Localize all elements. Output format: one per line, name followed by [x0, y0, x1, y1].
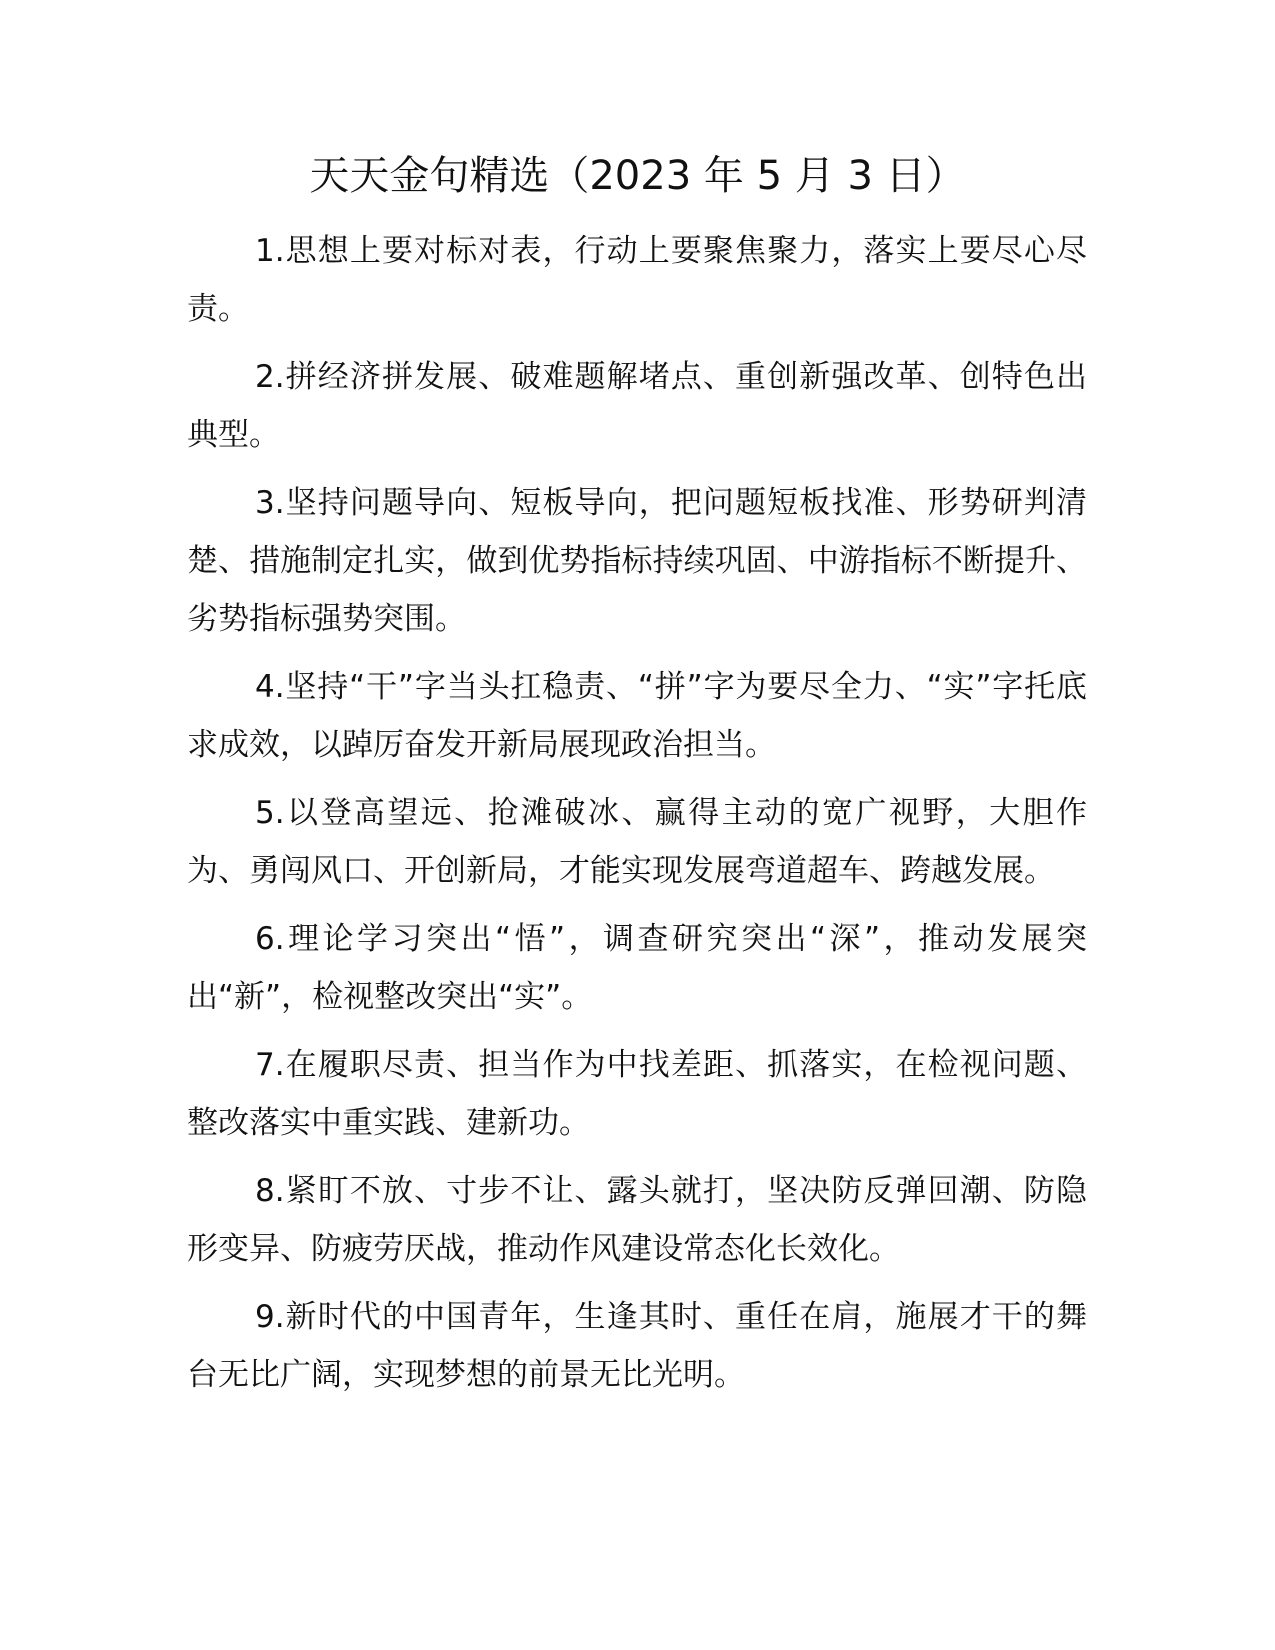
quote-item-6: 6.理论学习突出“悟”，调查研究突出“深”，推动发展突出“新”，检视整改突出“实”。: [187, 921, 1087, 1015]
page-title: 天天金句精选（2023 年 5 月 3 日）: [309, 153, 966, 199]
quote-item-7: 7.在履职尽责、担当作为中找差距、抓落实，在检视问题、整改落实中重实践、建新功。: [187, 1047, 1087, 1141]
quote-item-5: 5.以登高望远、抢滩破冰、赢得主动的宽广视野，大胆作为、勇闯风口、开创新局，才能实现发展弯道超车、跨越发展。: [187, 795, 1087, 889]
quote-item-3: 3.坚持问题导向、短板导向，把问题短板找准、形势研判清楚、措施制定扎实，做到优势指标持续巩固、中游指标不断提升、劣势指标强势突围。: [187, 485, 1087, 637]
quote-item-4: 4.坚持“干”字当头扛稳责、“拼”字为要尽全力、“实”字托底求成效，以踔厉奋发开新局展现政治担当。: [187, 669, 1087, 763]
quote-list: [187, 222, 1087, 1414]
quote-item-1: 1.思想上要对标对表，行动上要聚焦聚力，落实上要尽心尽责。: [187, 233, 1087, 327]
quote-item-2: 2.拼经济拼发展、破难题解堵点、重创新强改革、创特色出典型。: [187, 359, 1087, 453]
quote-item-9: 9.新时代的中国青年，生逢其时、重任在肩，施展才干的舞台无比广阔，实现梦想的前景无比光明。: [187, 1299, 1087, 1393]
quote-item-8: 8.紧盯不放、寸步不让、露头就打，坚决防反弹回潮、防隐形变异、防疲劳厌战，推动作风建设常态化长效化。: [187, 1173, 1087, 1267]
